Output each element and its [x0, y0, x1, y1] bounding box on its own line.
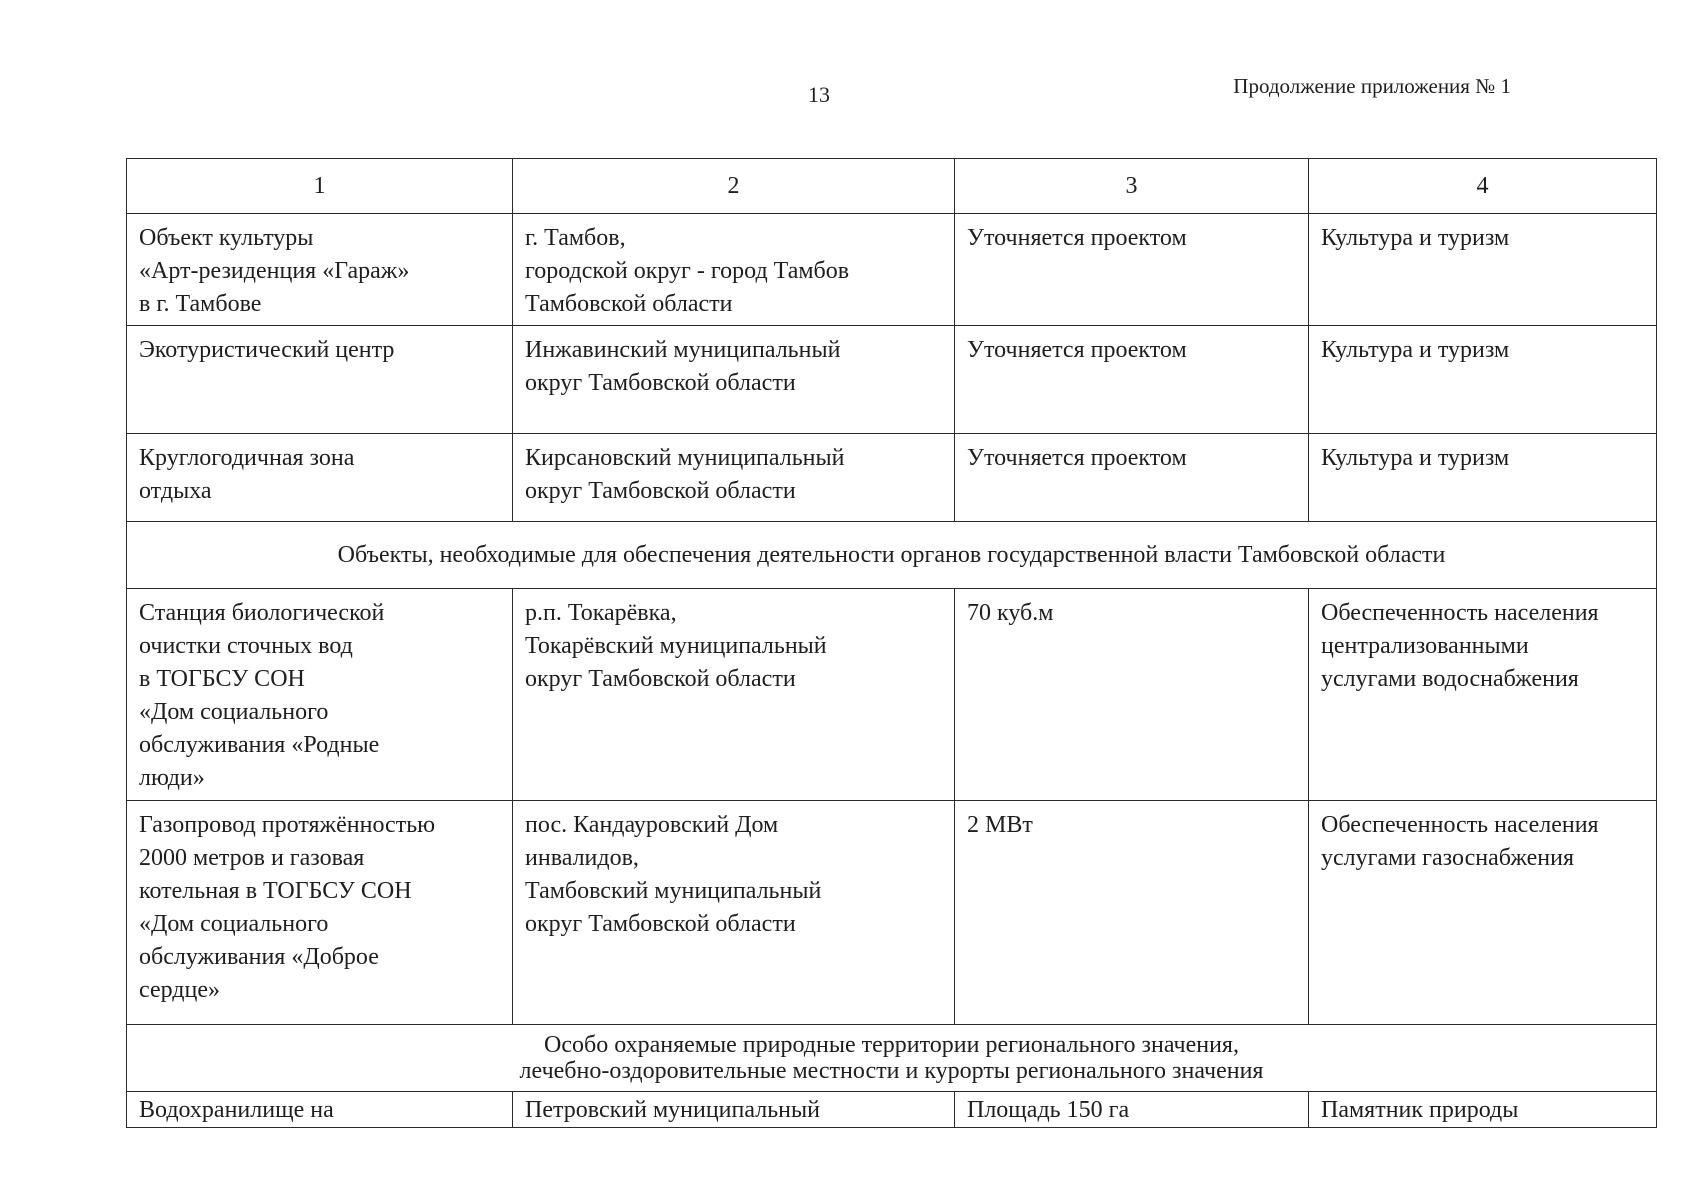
table-cell-object: Объект культуры «Арт-резиденция «Гараж» в г. Тамбове: [127, 214, 513, 326]
column-header: 2: [513, 159, 955, 214]
table-row: [127, 589, 1657, 801]
table-cell-object: Газопровод протяжённостью 2000 метров и газовая котельная в ТОГБСУ СОН «Дом социального обслуживания «Доброе сердце»: [127, 801, 513, 1025]
section-heading-protected-areas: Особо охраняемые природные территории регионального значения, лечебно-оздоровительные местности и курорты регионального значения: [127, 1025, 1657, 1092]
table-cell-purpose: Памятник природы: [1309, 1092, 1657, 1128]
table-cell-object: Экотуристический центр: [127, 326, 513, 434]
table-cell-capacity: 70 куб.м: [955, 589, 1309, 801]
column-header: 4: [1309, 159, 1657, 214]
table-cell-purpose: Обеспеченность населения централизованными услугами водоснабжения: [1309, 589, 1657, 801]
table-cell-capacity: Уточняется проектом: [955, 214, 1309, 326]
column-header: 1: [127, 159, 513, 214]
table-cell-location: Петровский муниципальный: [513, 1092, 955, 1128]
table-cell-object: Станция биологической очистки сточных вод в ТОГБСУ СОН «Дом социального обслуживания «Родные люди»: [127, 589, 513, 801]
table-cell-location: г. Тамбов, городской округ - город Тамбов Тамбовской области: [513, 214, 955, 326]
table-header-row: [127, 159, 1657, 214]
table-cell-location: Инжавинский муниципальный округ Тамбовской области: [513, 326, 955, 434]
section-row: [127, 522, 1657, 589]
table-cell-purpose: Обеспеченность населения услугами газоснабжения: [1309, 801, 1657, 1025]
table-row: [127, 801, 1657, 1025]
table-cell-capacity: Площадь 150 га: [955, 1092, 1309, 1128]
table-row: [127, 434, 1657, 522]
table-row: [127, 326, 1657, 434]
table-cell-capacity: Уточняется проектом: [955, 326, 1309, 434]
column-header: 3: [955, 159, 1309, 214]
appendix-table: [126, 158, 1657, 1128]
table-cell-purpose: Культура и туризм: [1309, 214, 1657, 326]
page-number: 13: [808, 82, 830, 107]
table-cell-location: Кирсановский муниципальный округ Тамбовской области: [513, 434, 955, 522]
table-cell-location: пос. Кандауровский Дом инвалидов, Тамбовский муниципальный округ Тамбовской области: [513, 801, 955, 1025]
section-row: [127, 1025, 1657, 1092]
table-cell-purpose: Культура и туризм: [1309, 326, 1657, 434]
table-cell-object: Круглогодичная зона отдыха: [127, 434, 513, 522]
section-heading-government: Объекты, необходимые для обеспечения деятельности органов государственной власти Тамбовской области: [127, 522, 1657, 589]
table-cell-capacity: Уточняется проектом: [955, 434, 1309, 522]
table-cell-location: р.п. Токарёвка, Токарёвский муниципальный округ Тамбовской области: [513, 589, 955, 801]
appendix-continuation-label: Продолжение приложения № 1: [1233, 74, 1511, 98]
table-cell-object: Водохранилище на: [127, 1092, 513, 1128]
table-row: [127, 1092, 1657, 1128]
table-cell-purpose: Культура и туризм: [1309, 434, 1657, 522]
table-row: [127, 214, 1657, 326]
table-cell-capacity: 2 МВт: [955, 801, 1309, 1025]
